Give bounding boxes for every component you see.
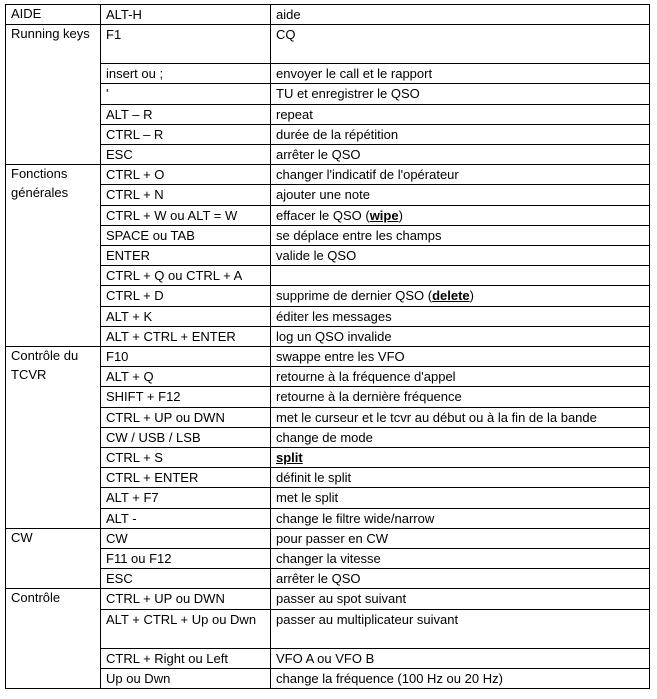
table-row xyxy=(6,609,650,648)
shortcut-description-cell xyxy=(271,266,650,286)
shortcut-description-cell: arrêter le QSO xyxy=(271,145,650,165)
shortcut-key-cell: ESC xyxy=(101,145,271,165)
table-row xyxy=(6,589,650,609)
table-row xyxy=(6,549,650,569)
table-row xyxy=(6,427,650,447)
shortcut-table xyxy=(5,4,650,689)
shortcut-description-cell: change la fréquence (100 Hz ou 20 Hz) xyxy=(271,668,650,688)
shortcut-key-cell: CW / USB / LSB xyxy=(101,427,271,447)
table-row xyxy=(6,266,650,286)
table-row xyxy=(6,347,650,367)
shortcut-key-cell: ALT + F7 xyxy=(101,488,271,508)
shortcut-description-cell: effacer le QSO (wipe) xyxy=(271,205,650,225)
category-cell: CW xyxy=(6,528,101,589)
shortcut-description-cell: log un QSO invalide xyxy=(271,326,650,346)
shortcut-description-cell: change le filtre wide/narrow xyxy=(271,508,650,528)
shortcut-description-cell: met le split xyxy=(271,488,650,508)
shortcut-description-cell: supprime de dernier QSO (delete) xyxy=(271,286,650,306)
table-row xyxy=(6,64,650,84)
emphasized-term: wipe xyxy=(369,207,399,223)
shortcut-key-cell: CTRL + N xyxy=(101,185,271,205)
table-row xyxy=(6,185,650,205)
shortcut-description-cell: VFO A ou VFO B xyxy=(271,648,650,668)
shortcut-key-cell: CTRL + S xyxy=(101,448,271,468)
shortcut-key-cell: CTRL + UP ou DWN xyxy=(101,407,271,427)
shortcut-key-cell: F1 xyxy=(101,25,271,64)
shortcut-description-cell: durée de la répétition xyxy=(271,124,650,144)
table-row xyxy=(6,246,650,266)
shortcut-description-cell: met le curseur et le tcvr au début ou à la fin de la bande xyxy=(271,407,650,427)
shortcut-key-cell: ' xyxy=(101,84,271,104)
shortcut-description-cell: arrêter le QSO xyxy=(271,569,650,589)
shortcut-key-cell: F10 xyxy=(101,347,271,367)
shortcut-key-cell: CTRL + Q ou CTRL + A xyxy=(101,266,271,286)
category-cell: Running keys xyxy=(6,25,101,165)
shortcut-key-cell: Up ou Dwn xyxy=(101,668,271,688)
shortcut-description-cell: passer au spot suivant xyxy=(271,589,650,609)
table-row xyxy=(6,306,650,326)
table-row xyxy=(6,668,650,688)
shortcut-key-cell: CTRL + ENTER xyxy=(101,468,271,488)
shortcut-key-cell: ENTER xyxy=(101,246,271,266)
emphasized-term: delete xyxy=(432,288,470,304)
shortcut-description-cell: changer l'indicatif de l'opérateur xyxy=(271,165,650,185)
table-row xyxy=(6,225,650,245)
shortcut-key-cell: F11 ou F12 xyxy=(101,549,271,569)
shortcut-key-cell: CTRL – R xyxy=(101,124,271,144)
table-row xyxy=(6,145,650,165)
table-row xyxy=(6,286,650,306)
shortcut-key-cell: CTRL + UP ou DWN xyxy=(101,589,271,609)
shortcut-key-cell: ALT + K xyxy=(101,306,271,326)
emphasized-term: split xyxy=(276,450,303,466)
table-body xyxy=(6,5,650,689)
table-row xyxy=(6,407,650,427)
table-row xyxy=(6,326,650,346)
shortcut-description-cell: envoyer le call et le rapport xyxy=(271,64,650,84)
table-row xyxy=(6,367,650,387)
table-row xyxy=(6,528,650,548)
shortcut-description-cell: aide xyxy=(271,5,650,25)
category-cell: Fonctions générales xyxy=(6,165,101,347)
shortcut-description-cell: changer la vitesse xyxy=(271,549,650,569)
shortcut-description-cell: éditer les messages xyxy=(271,306,650,326)
shortcut-key-cell: insert ou ; xyxy=(101,64,271,84)
shortcut-description-cell: swappe entre les VFO xyxy=(271,347,650,367)
shortcut-key-cell: ALT - xyxy=(101,508,271,528)
shortcut-key-cell: CTRL + W ou ALT = W xyxy=(101,205,271,225)
table-row xyxy=(6,124,650,144)
shortcut-key-cell: CTRL + Right ou Left xyxy=(101,648,271,668)
shortcut-key-cell: ALT – R xyxy=(101,104,271,124)
table-row xyxy=(6,448,650,468)
shortcut-description-cell xyxy=(271,448,650,468)
table-row xyxy=(6,648,650,668)
shortcut-key-cell: CTRL + D xyxy=(101,286,271,306)
table-row xyxy=(6,205,650,225)
shortcut-description-cell: valide le QSO xyxy=(271,246,650,266)
shortcut-description-cell: définit le split xyxy=(271,468,650,488)
shortcut-description-cell: pour passer en CW xyxy=(271,528,650,548)
category-cell: Contrôle du TCVR xyxy=(6,347,101,529)
table-row xyxy=(6,387,650,407)
table-row xyxy=(6,104,650,124)
table-row xyxy=(6,468,650,488)
shortcut-description-cell: TU et enregistrer le QSO xyxy=(271,84,650,104)
shortcut-key-cell: SHIFT + F12 xyxy=(101,387,271,407)
shortcut-description-cell: repeat xyxy=(271,104,650,124)
shortcut-description-cell: ajouter une note xyxy=(271,185,650,205)
shortcut-description-cell: change de mode xyxy=(271,427,650,447)
shortcut-key-cell: ALT-H xyxy=(101,5,271,25)
table-row xyxy=(6,5,650,25)
shortcut-description-cell: CQ xyxy=(271,25,650,64)
shortcut-key-cell: SPACE ou TAB xyxy=(101,225,271,245)
category-cell: AIDE xyxy=(6,5,101,25)
shortcut-key-cell: ALT + CTRL + Up ou Dwn xyxy=(101,609,271,648)
shortcut-key-cell: CTRL + O xyxy=(101,165,271,185)
shortcut-description-cell: se déplace entre les champs xyxy=(271,225,650,245)
shortcut-key-cell: ALT + Q xyxy=(101,367,271,387)
shortcut-description-cell: retourne à la fréquence d'appel xyxy=(271,367,650,387)
table-row xyxy=(6,488,650,508)
table-row xyxy=(6,508,650,528)
category-cell: Contrôle xyxy=(6,589,101,689)
table-row xyxy=(6,165,650,185)
shortcut-description-cell: retourne à la dernière fréquence xyxy=(271,387,650,407)
table-row xyxy=(6,84,650,104)
shortcut-key-cell: ESC xyxy=(101,569,271,589)
table-row xyxy=(6,569,650,589)
shortcut-description-cell: passer au multiplicateur suivant xyxy=(271,609,650,648)
table-row xyxy=(6,25,650,64)
shortcut-key-cell: CW xyxy=(101,528,271,548)
shortcut-key-cell: ALT + CTRL + ENTER xyxy=(101,326,271,346)
